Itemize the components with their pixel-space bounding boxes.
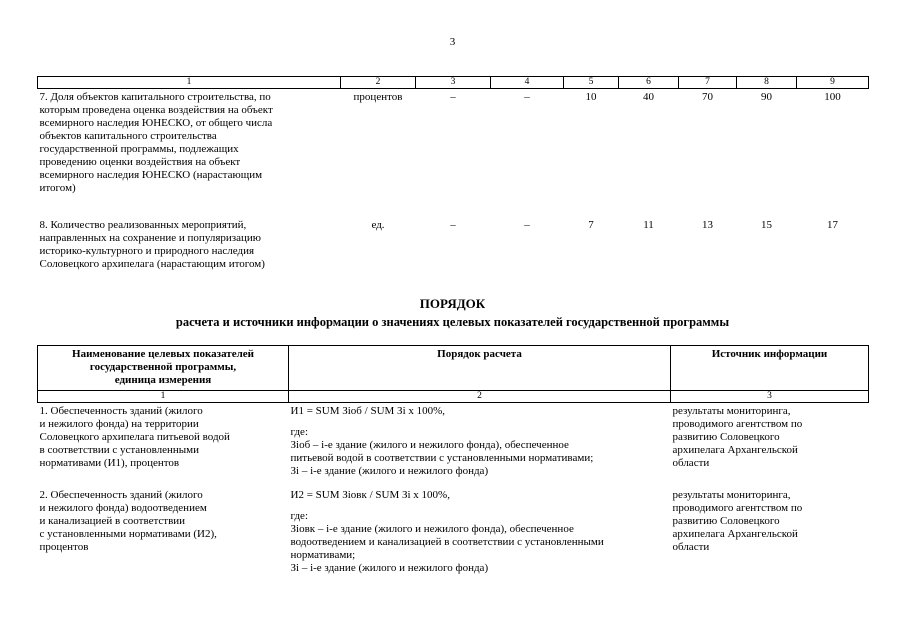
calculation-method: [289, 478, 671, 575]
col-header-2: 2: [341, 77, 416, 89]
col-header-4: 4: [491, 77, 564, 89]
table-row: [38, 478, 869, 575]
indicator-value: 17: [827, 219, 838, 231]
col-number-2: 2: [289, 391, 671, 403]
page-number: 3: [449, 36, 456, 48]
table-row: [38, 403, 869, 479]
indicator-value: –: [524, 219, 530, 231]
indicator-name: 8. Количество реализованных мероприятий, направленных на сохранение и популяризацию историко-культурного и природного наследия Соловецкого архипелага (нарастающим итогом): [39, 219, 265, 270]
information-source: результаты мониторинга, проводимого агентством по развитию Соловецкого архипелага Архангельской области: [672, 489, 803, 553]
where-label: где:: [290, 510, 308, 522]
formula: И1 = SUM Зiоб / SUM Зi x 100%,: [290, 405, 446, 417]
definition: Зiовк – i-е здание (жилого и нежилого фонда), обеспеченное водоотведением и канализацией в соответствии с установленными нормативами;: [290, 523, 604, 561]
indicator-name: 1. Обеспеченность зданий (жилого и нежилого фонда) на территории Соловецкого архипелага питьевой водой в соответствии с установленными нормативами (И1), процентов: [39, 405, 230, 469]
col-header-5: 5: [564, 77, 619, 89]
indicator-name: 2. Обеспеченность зданий (жилого и нежилого фонда) водоотведением и канализацией в соответствии с установленными нормативами (И2), процентов: [39, 489, 217, 553]
col-header-9: 9: [797, 77, 869, 89]
col-header-source: Источник информации: [671, 346, 869, 391]
calculation-method: [289, 403, 671, 479]
section-subtitle: расчета и источники информации о значениях целевых показателей государственной программы: [175, 315, 730, 329]
section-title: ПОРЯДОК: [419, 296, 486, 311]
definition: Зi – i-е здание (жилого и нежилого фонда): [290, 562, 489, 574]
indicator-value: 11: [643, 219, 654, 231]
col-header-8: 8: [737, 77, 797, 89]
col-number-3: 3: [671, 391, 869, 403]
definition: Зi – i-е здание (жилого и нежилого фонда): [290, 465, 489, 477]
indicators-table: [37, 76, 869, 271]
col-header-7: 7: [679, 77, 737, 89]
indicator-value: 10: [585, 91, 597, 103]
indicators-header-row: [38, 77, 869, 89]
col-header-3: 3: [416, 77, 491, 89]
indicator-value: 70: [702, 91, 713, 103]
indicator-name: 7. Доля объектов капитального строительства, по которым проведена оценка воздействия на объект всемирного наследия ЮНЕСКО, от общего числа объектов капитального строительства государственной программы, подлежащих проведению оценки воздействия на объект всемирного наследия ЮНЕСКО (нарастающим итогом): [39, 91, 273, 194]
table-row: [38, 215, 869, 271]
indicator-value: 7: [588, 219, 594, 231]
indicator-value: 13: [702, 219, 713, 231]
definition: Зiоб – i-е здание (жилого и нежилого фонда), обеспеченное питьевой водой в соответствии с установленными нормативами;: [290, 439, 594, 464]
column-number-row: [38, 391, 869, 403]
table-row: [38, 89, 869, 216]
col-header-1: 1: [38, 77, 341, 89]
indicator-value: –: [524, 91, 530, 103]
information-source: результаты мониторинга, проводимого агентством по развитию Соловецкого архипелага Архангельской области: [672, 405, 803, 469]
calculation-table: [37, 345, 869, 575]
indicator-value: –: [450, 219, 456, 231]
col-header-6: 6: [619, 77, 679, 89]
indicator-value: 90: [761, 91, 772, 103]
indicator-value: 40: [643, 91, 654, 103]
calculation-header-row: [38, 346, 869, 391]
col-header-indicator: Наименование целевых показателей государственной программы, единица измерения: [38, 346, 289, 391]
col-header-method: Порядок расчета: [289, 346, 671, 391]
indicator-value: 100: [824, 91, 841, 103]
formula: И2 = SUM Зiовк / SUM Зi x 100%,: [290, 489, 450, 501]
indicator-unit: процентов: [353, 91, 403, 103]
where-label: где:: [290, 426, 308, 438]
indicator-unit: ед.: [371, 219, 385, 231]
col-number-1: 1: [38, 391, 289, 403]
indicator-value: 15: [761, 219, 772, 231]
indicator-value: –: [450, 91, 456, 103]
